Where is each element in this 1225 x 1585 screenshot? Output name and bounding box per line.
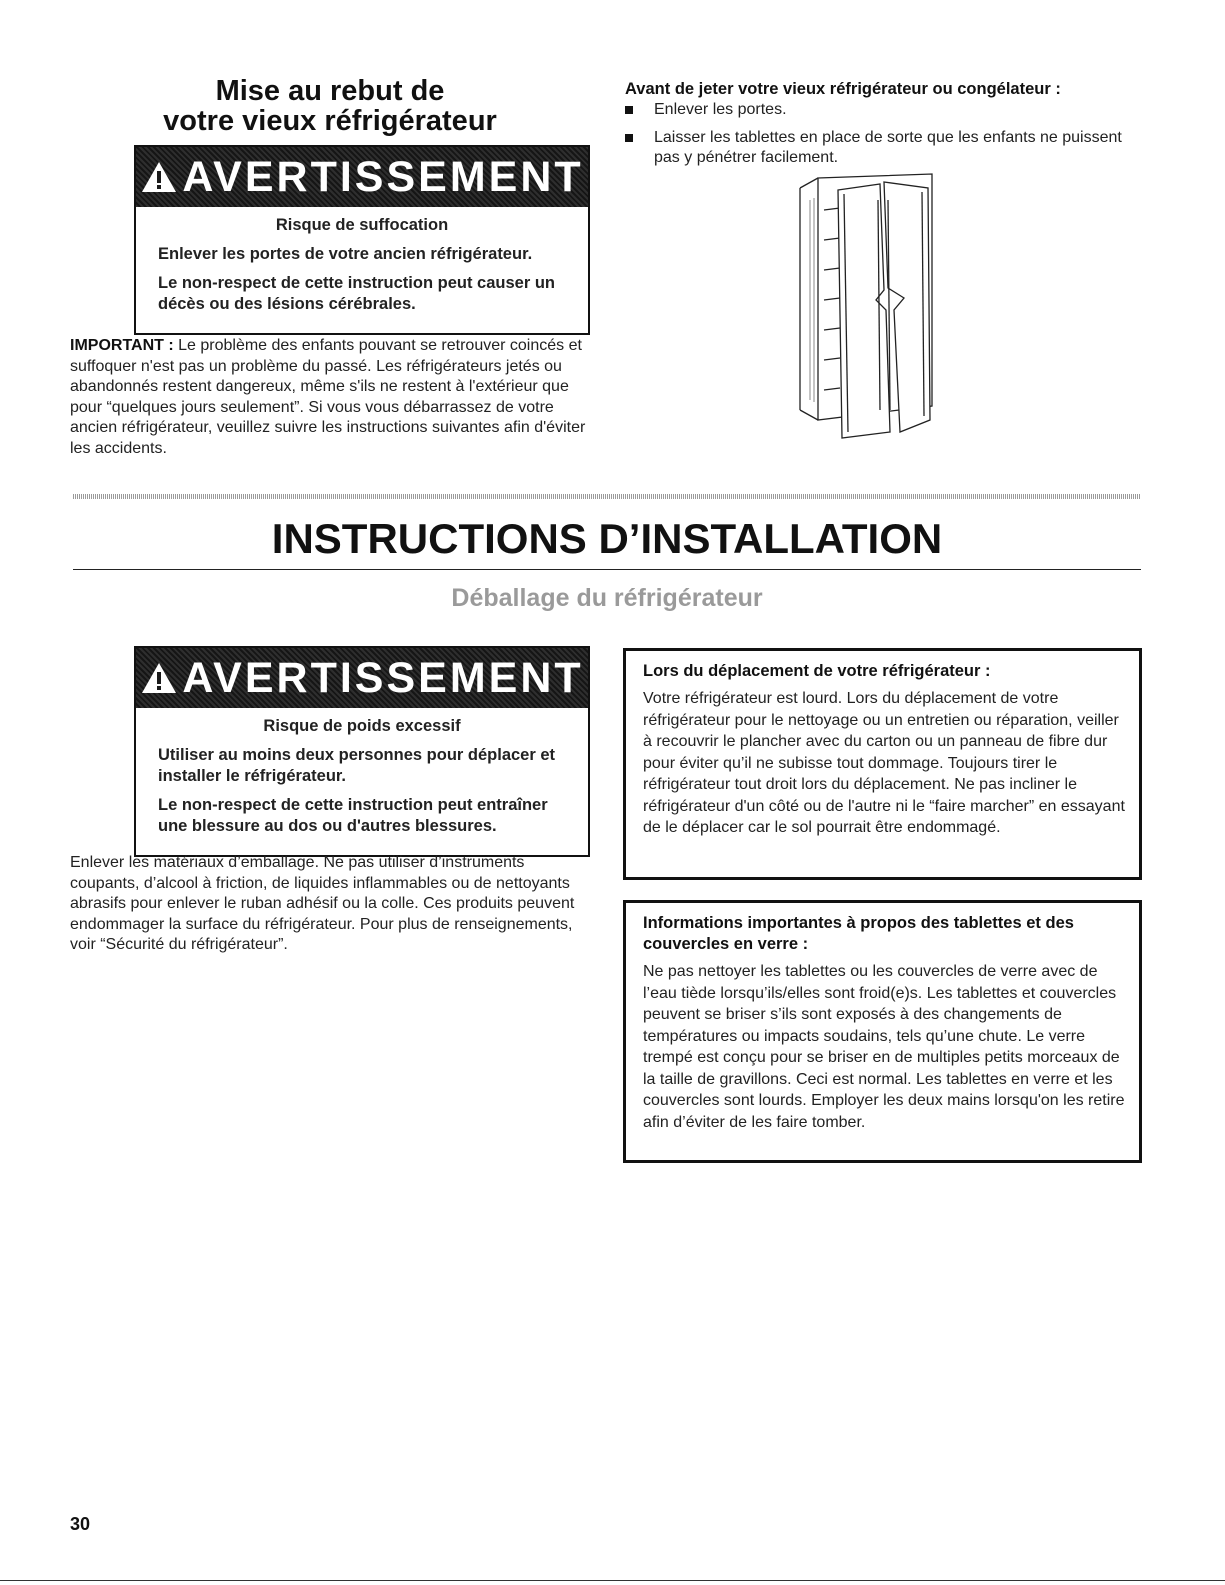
before-disposal-heading: Avant de jeter votre vieux réfrigérateur ou congélateur : xyxy=(625,80,1061,98)
glass-shelves-heading: Informations importantes à propos des tablettes et des couvercles en verre : xyxy=(643,914,1074,953)
disposal-title-line1: Mise au rebut de xyxy=(215,75,445,107)
page-number: 30 xyxy=(70,1514,91,1534)
warning-line1: Enlever les portes de votre ancien réfrigérateur. xyxy=(158,245,533,263)
refrigerator-doors-removed-illustration xyxy=(780,170,980,445)
glass-shelves-box xyxy=(623,900,1142,1163)
disposal-title xyxy=(70,76,590,136)
important-paragraph xyxy=(70,336,590,459)
warning-body xyxy=(136,708,588,855)
warning-triangle-icon xyxy=(140,160,178,194)
weight-warning-box xyxy=(134,646,590,857)
section-divider xyxy=(73,494,1141,499)
warning-line2: Le non-respect de cette instruction peut causer un décès ou des lésions cérébrales. xyxy=(158,274,555,313)
bullet-icon xyxy=(625,134,633,142)
section-title: INSTRUCTIONS D’INSTALLATION xyxy=(271,515,943,562)
glass-shelves-text: Ne pas nettoyer les tablettes ou les couvercles de verre avec de l’eau tiède lorsqu’ils/elles sont froid(e)s. Les tablettes et couvercles peuvent se briser s’ils sont exposés à des changements de températures ou impacts soudains, tels qu’une chute. Le verre trempé est conçu pour se briser en de multiples petits morceaux de la taille de gravillons. Ceci est normal. Les tablettes en verre et les couvercles sont lourds. Employer les deux mains lorsqu'on les retire afin d’éviter de les faire tomber. xyxy=(643,963,1125,1131)
warning-banner-text: AVERTISSEMENT xyxy=(182,653,584,702)
title-underline xyxy=(73,569,1141,570)
important-text: Le problème des enfants pouvant se retrouver coincés et suffoquer n'est pas un problème du passé. Les réfrigérateurs jetés ou abandonnés restent dangereux, même s'ils ne restent à l'extérieur que pour “quelques jours seulement”. Si vous vous débarrassez de votre ancien réfrigérateur, veuillez suivre les instructions suivantes afin d'éviter les accidents. xyxy=(70,337,586,457)
warning-line1: Utiliser au moins deux personnes pour déplacer et installer le réfrigérateur. xyxy=(158,746,556,785)
list-item: Laisser les tablettes en place de sorte que les enfants ne puissent pas y pénétrer facilement. xyxy=(625,128,1145,169)
unpacking-paragraph: Enlever les matériaux d’emballage. Ne pas utiliser d’instruments coupants, d’alcool à friction, de liquides inflammables ou de nettoyants abrasifs pour enlever le ruban adhésif ou la colle. Ces produits peuvent endommager la surface du réfrigérateur. Pour plus de renseignements, voir “Sécurité du réfrigérateur”. xyxy=(70,854,575,953)
before-disposal-list xyxy=(625,100,1145,176)
warning-triangle-icon xyxy=(140,661,178,695)
warning-banner xyxy=(136,147,588,207)
moving-fridge-heading: Lors du déplacement de votre réfrigérateur : xyxy=(643,662,991,680)
disposal-title-line2: votre vieux réfrigérateur xyxy=(163,105,497,137)
moving-fridge-text: Votre réfrigérateur est lourd. Lors du déplacement de votre réfrigérateur pour le nettoyage ou un entretien ou réparation, veiller à recouvrir le plancher avec du carton ou un panneau de fibre dur pour éviter qu’il ne subisse tout dommage. Toujours tirer le réfrigérateur tout droit lors du déplacement. Ne pas incliner le réfrigérateur d'un côté ou de l'autre ni le “faire marcher” en essayant de le déplacer car le sol pourrait être endommagé. xyxy=(643,690,1125,836)
list-item: Enlever les portes. xyxy=(625,100,1145,121)
page-bottom-rule xyxy=(0,1580,1225,1581)
moving-fridge-box xyxy=(623,648,1142,880)
warning-banner xyxy=(136,648,588,708)
bullet-icon xyxy=(625,106,633,114)
warning-heading: Risque de suffocation xyxy=(275,216,449,234)
important-label: IMPORTANT : xyxy=(70,337,174,354)
warning-banner-text: AVERTISSEMENT xyxy=(182,152,584,201)
warning-line2: Le non-respect de cette instruction peut entraîner une blessure au dos ou d'autres blessures. xyxy=(158,796,548,835)
warning-body xyxy=(136,207,588,333)
warning-heading: Risque de poids excessif xyxy=(263,717,461,735)
section-subtitle: Déballage du réfrigérateur xyxy=(451,584,763,612)
suffocation-warning-box xyxy=(134,145,590,335)
